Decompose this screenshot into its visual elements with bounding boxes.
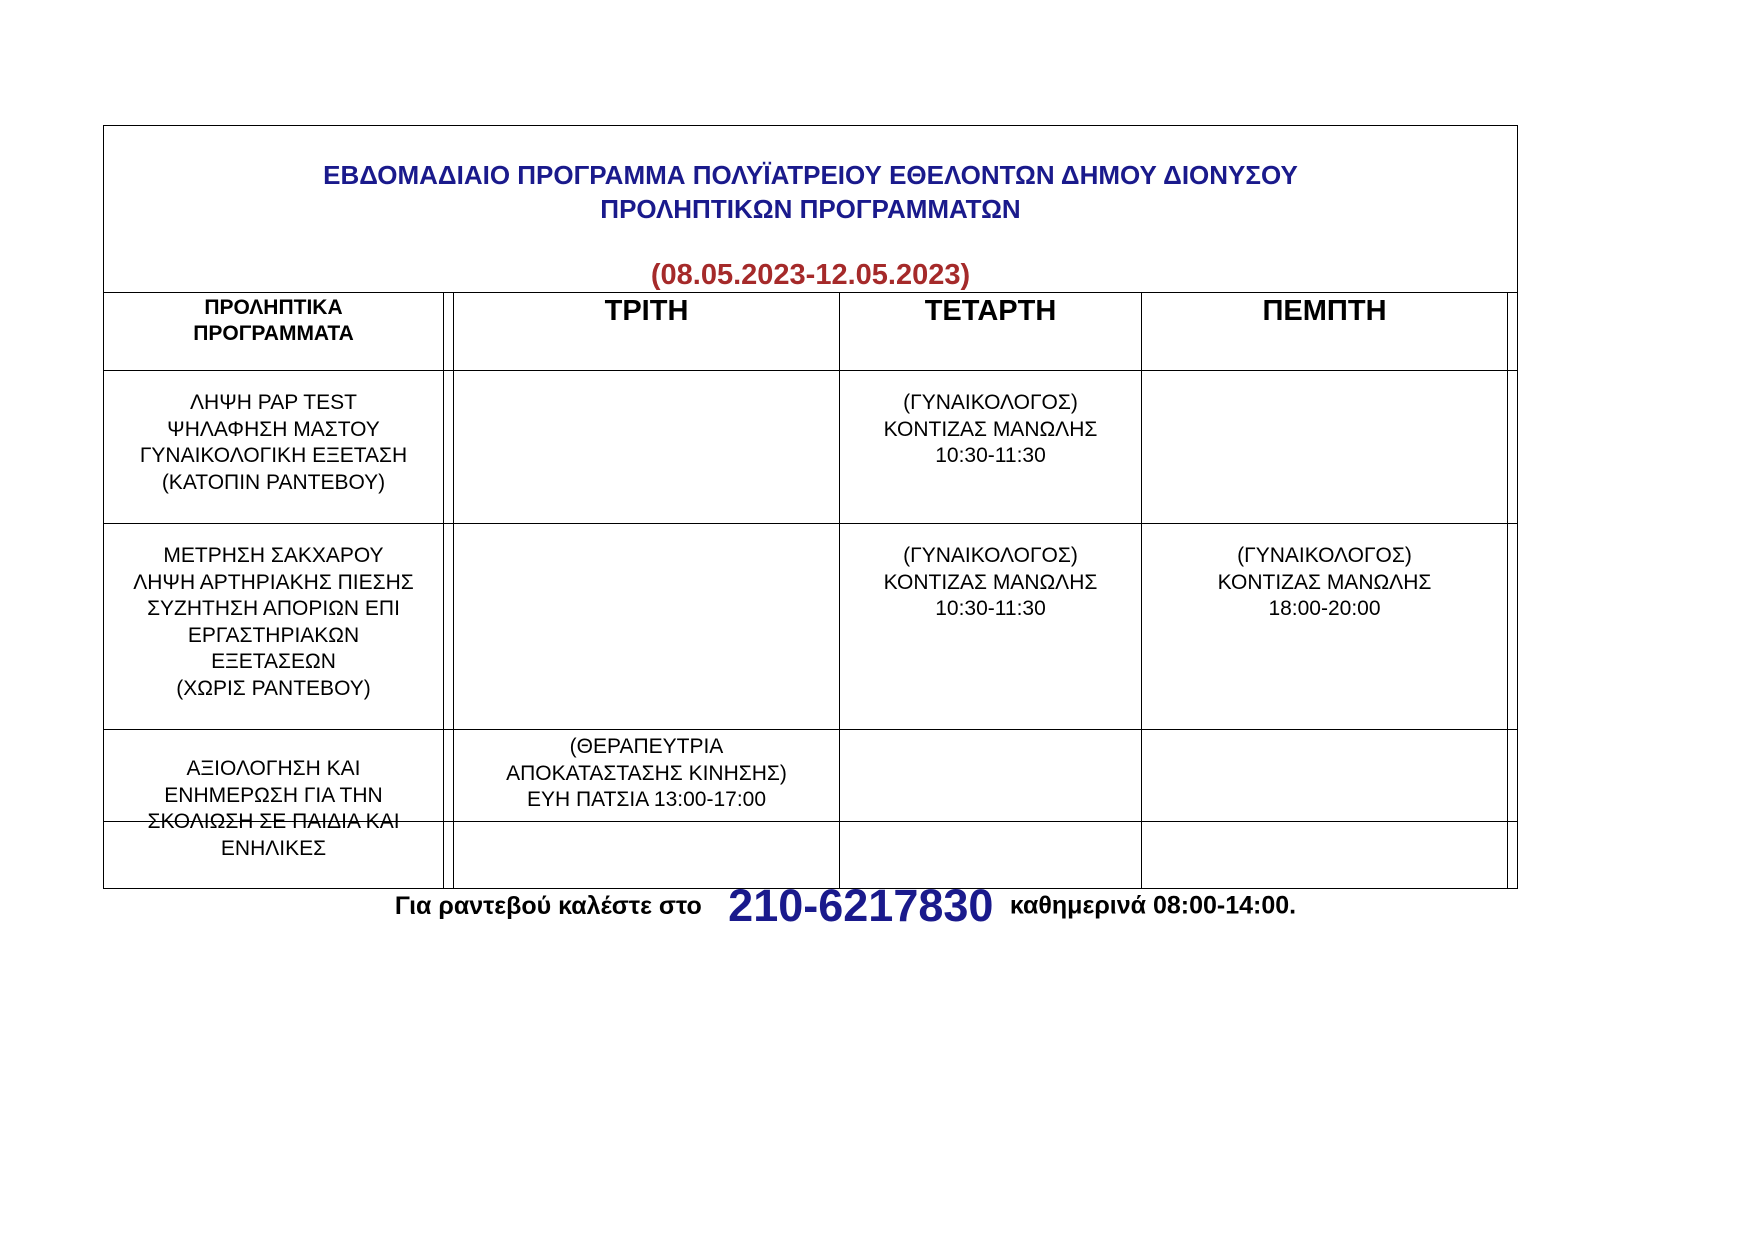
cell-line: ΚΟΝΤΙΖΑΣ ΜΑΝΩΛΗΣ	[883, 417, 1098, 441]
thursday-cell	[1142, 371, 1508, 524]
footer-prefix: Για ραντεβού καλέστε στο	[394, 891, 702, 920]
cell-line: 18:00-20:00	[1268, 597, 1381, 620]
cell-line: ΚΟΝΤΙΖΑΣ ΜΑΝΩΛΗΣ	[1217, 570, 1432, 594]
header-thursday: ΠΕΜΠΤΗ	[1142, 293, 1508, 371]
title-line-1: ΕΒΔΟΜΑΔΙΑΙΟ ΠΡΟΓΡΑΜΜΑ ΠΟΛΥΪΑΤΡΕΙΟΥ ΕΘΕΛΟΝΤΩΝ ΔΗΜΟΥ ΔΙΟΝΥΣΟΥ	[323, 160, 1298, 190]
cell-line: ΨΗΛΑΦΗΣΗ ΜΑΣΤΟΥ	[167, 417, 380, 441]
column-gap	[1508, 730, 1518, 889]
cell-line: ΜΕΤΡΗΣΗ ΣΑΚΧΑΡΟΥ	[163, 544, 384, 567]
cell-line: ΑΞΙΟΛΟΓΗΣΗ ΚΑΙ	[186, 757, 361, 780]
cell-line: (ΘΕΡΑΠΕΥΤΡΙΑ	[569, 735, 724, 758]
wednesday-cell	[840, 371, 1142, 524]
date-range: (08.05.2023-12.05.2023)	[650, 259, 971, 291]
tuesday-cell	[454, 524, 840, 730]
table-row	[104, 371, 1518, 524]
cell-line: ΣΚΟΛΙΩΣΗ ΣΕ ΠΑΙΔΙΑ ΚΑΙ	[147, 810, 400, 833]
schedule-table	[103, 292, 1518, 889]
column-gap	[444, 524, 454, 730]
thursday-cell	[1142, 524, 1508, 730]
header-tuesday: ΤΡΙΤΗ	[454, 293, 840, 371]
table-header-row	[104, 293, 1518, 371]
cell-line: ΑΠΟΚΑΤΑΣΤΑΣΗΣ ΚΙΝΗΣΗΣ)	[506, 761, 787, 785]
header-wednesday: ΤΕΤΑΡΤΗ	[840, 293, 1142, 371]
title-line-2: ΠΡΟΛΗΠΤΙΚΩΝ ΠΡΟΓΡΑΜΜΑΤΩΝ	[600, 194, 1021, 224]
column-gap	[1508, 524, 1518, 730]
cell-line: ΕΞΕΤΑΣΕΩΝ	[211, 650, 336, 673]
cell-line: ΚΟΝΤΙΖΑΣ ΜΑΝΩΛΗΣ	[883, 570, 1098, 594]
cell-line: ΓΥΝΑΙΚΟΛΟΓΙΚΗ ΕΞΕΤΑΣΗ	[139, 444, 408, 467]
cell-line: ΕΡΓΑΣΤΗΡΙΑΚΩΝ	[187, 623, 360, 647]
phone-number[interactable]: 210-6217830	[728, 880, 994, 931]
cell-line: (ΓΥΝΑΙΚΟΛΟΓΟΣ)	[903, 544, 1078, 567]
table-row	[104, 524, 1518, 730]
wednesday-cell	[840, 524, 1142, 730]
header-programs	[104, 293, 444, 371]
appointment-footer	[0, 880, 1753, 932]
column-gap	[444, 371, 454, 524]
thursday-cell	[1142, 730, 1508, 889]
cell-line: (ΓΥΝΑΙΚΟΛΟΓΟΣ)	[1237, 544, 1412, 567]
table-row	[104, 730, 1518, 889]
column-gap	[444, 730, 454, 889]
tuesday-cell	[454, 371, 840, 524]
header-programs-line-2: ΠΡΟΓΡΑΜΜΑΤΑ	[193, 322, 354, 345]
cell-line: (ΚΑΤΟΠΙΝ ΡΑΝΤΕΒΟΥ)	[161, 470, 386, 494]
program-cell	[104, 371, 444, 524]
cell-line: 10:30-11:30	[935, 597, 1046, 620]
cell-line: ΛΗΨΗ PAP TEST	[190, 391, 357, 414]
cell-line: 10:30-11:30	[935, 444, 1046, 467]
wednesday-cell	[840, 730, 1142, 889]
column-gap	[1508, 371, 1518, 524]
title-block	[103, 125, 1518, 292]
tuesday-cell	[454, 730, 840, 889]
cell-line: ΕΥΗ ΠΑΤΣΙΑ 13:00-17:00	[526, 788, 767, 811]
cell-line: (ΓΥΝΑΙΚΟΛΟΓΟΣ)	[903, 391, 1078, 414]
program-cell	[104, 524, 444, 730]
cell-line: (ΧΩΡΙΣ ΡΑΝΤΕΒΟΥ)	[176, 676, 371, 700]
column-gap	[1508, 293, 1518, 371]
column-gap	[444, 293, 454, 371]
cell-line: ΕΝΗΛΙΚΕΣ	[220, 836, 327, 860]
header-programs-line-1: ΠΡΟΛΗΠΤΙΚΑ	[204, 296, 343, 319]
cell-line: ΛΗΨΗ ΑΡΤΗΡΙΑΚΗΣ ΠΙΕΣΗΣ	[133, 570, 414, 594]
cell-line: ΣΥΖΗΤΗΣΗ ΑΠΟΡΙΩΝ ΕΠΙ	[147, 597, 400, 620]
footer-suffix: καθημερινά 08:00-14:00.	[1009, 891, 1297, 920]
cell-line: ΕΝΗΜΕΡΩΣΗ ΓΙΑ ΤΗΝ	[164, 783, 383, 807]
program-cell	[104, 730, 444, 889]
